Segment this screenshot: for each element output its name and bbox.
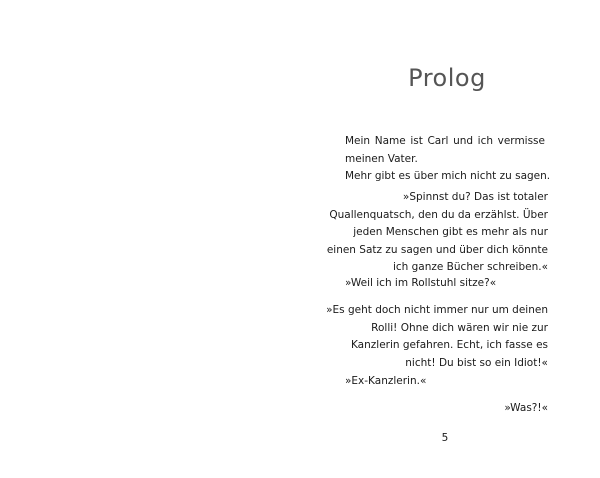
paragraph-dialogue-reply [327,189,548,277]
paragraph-dialogue-reply [326,302,548,372]
chapter-title: Prolog [408,64,486,92]
text-line: einen Satz zu sagen und über dich könnte [326,243,548,256]
text-line: ich ganze Bücher schreiben.« [392,261,548,273]
text-line: Quallenquatsch, den du da erzählst. Über [329,208,548,221]
paragraph-dialogue-question [345,275,496,293]
text-line: Mehr gibt es über mich nicht zu sagen. [345,170,551,182]
text-line: Rolli! Ohne dich wären wir nie zur [371,321,548,334]
text-line: nicht! Du bist so ein Idiot!« [405,356,548,369]
text-line: »Spinnst du? Das ist totaler [402,191,548,203]
text-line: Kanzlerin gefahren. Echt, ich fasse es [350,339,548,351]
text-line: »Was?!« [504,402,548,414]
page-number: 5 [441,432,449,444]
text-line: jeden Menschen gibt es mehr als nur [353,226,548,238]
text-line: »Es geht doch nicht immer nur um deinen [326,304,548,316]
paragraph-intro [345,133,550,186]
text-line: »Weil ich im Rollstuhl sitze?« [345,277,497,289]
paragraph-dialogue-exclamation [504,400,548,418]
text-line: meinen Vater. [345,152,418,165]
paragraph-dialogue-correction [345,373,426,391]
text-line: »Ex-Kanzlerin.« [345,375,427,387]
text-line: Mein Name ist Carl und ich vermisse [345,135,545,147]
